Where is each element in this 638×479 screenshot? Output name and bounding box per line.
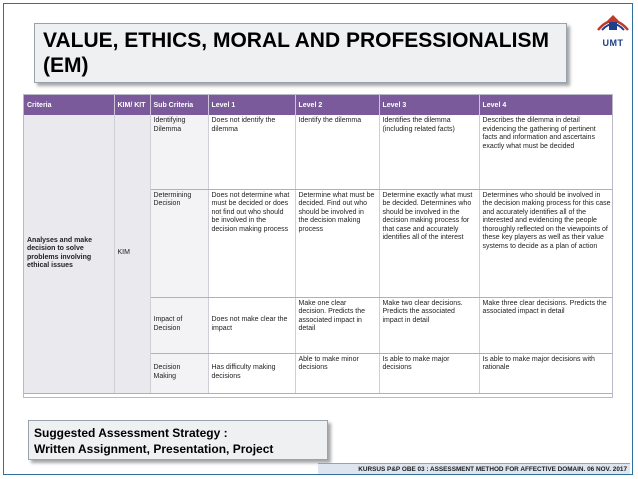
table-header-row	[24, 95, 613, 115]
title-box	[34, 23, 567, 83]
slide-title-line1: VALUE, ETHICS, MORAL AND PROFESSIONALISM	[43, 29, 549, 52]
level-4-cell: Describes the dilemma in detail evidencing the gathering of pertinent facts and information and ascertains exactly what must be decided	[479, 115, 613, 189]
level-3-cell: Make two clear decisions. Predicts the associated impact in detail	[379, 297, 479, 353]
level-2-cell: Make one clear decision. Predicts the associated impact in detail	[295, 297, 379, 353]
level-3-cell: Is able to make major decisions	[379, 353, 479, 393]
strategy-items: Written Assignment, Presentation, Project	[34, 442, 274, 456]
criteria-cell: Analyses and make decision to solve problems involving ethical issues	[24, 115, 114, 393]
table-row	[24, 115, 613, 189]
level-3-cell: Determine exactly what must be decided. Determines who should be involved in the decision making process for that case and accurately identifies all of the interest	[379, 189, 479, 297]
header-level-4: Level 4	[479, 95, 613, 115]
sub-criteria-cell: Impact of Decision	[150, 297, 208, 353]
logo-text: UMT	[602, 38, 624, 48]
header-sub-criteria: Sub Criteria	[150, 95, 208, 115]
rubric-table	[23, 94, 613, 398]
header-level-2: Level 2	[295, 95, 379, 115]
level-4-cell: Determines who should be involved in the decision making process for this case and accurately identifies all of the interested and evidencing the people thoroughly reflected on the viewpoints of these key players as well as their value systems to decide as a plan of action	[479, 189, 613, 297]
level-1-cell: Does not determine what must be decided or does not find out who should be involved in the decision making process	[208, 189, 295, 297]
level-4-cell: Make three clear decisions. Predicts the associated impact in detail	[479, 297, 613, 353]
kim-cell: KIM	[114, 115, 150, 393]
strategy-heading: Suggested Assessment Strategy :	[34, 426, 228, 440]
assessment-strategy-box	[28, 420, 328, 460]
slide-title-line2: (EM)	[43, 54, 89, 77]
level-1-cell: Has difficulty making decisions	[208, 353, 295, 393]
level-1-cell: Does not identify the dilemma	[208, 115, 295, 189]
sub-criteria-cell: Determining Decision	[150, 189, 208, 297]
level-1-cell: Does not make clear the impact	[208, 297, 295, 353]
level-2-cell: Identify the dilemma	[295, 115, 379, 189]
header-kim-kit: KIM/ KIT	[114, 95, 150, 115]
level-4-cell: Is able to make major decisions with rationale	[479, 353, 613, 393]
sub-criteria-cell: Identifying Dilemma	[150, 115, 208, 189]
level-2-cell: Able to make minor decisions	[295, 353, 379, 393]
header-criteria: Criteria	[24, 95, 114, 115]
level-3-cell: Identifies the dilemma (including related facts)	[379, 115, 479, 189]
header-level-3: Level 3	[379, 95, 479, 115]
level-2-cell: Determine what must be decided. Find out who should be involved in the decision making process	[295, 189, 379, 297]
sub-criteria-cell: Decision Making	[150, 353, 208, 393]
header-level-1: Level 1	[208, 95, 295, 115]
footer-bar: KURSUS P&P OBE 03 : ASSESSMENT METHOD FOR AFFECTIVE DOMAIN. 06 NOV. 2017	[318, 463, 630, 474]
